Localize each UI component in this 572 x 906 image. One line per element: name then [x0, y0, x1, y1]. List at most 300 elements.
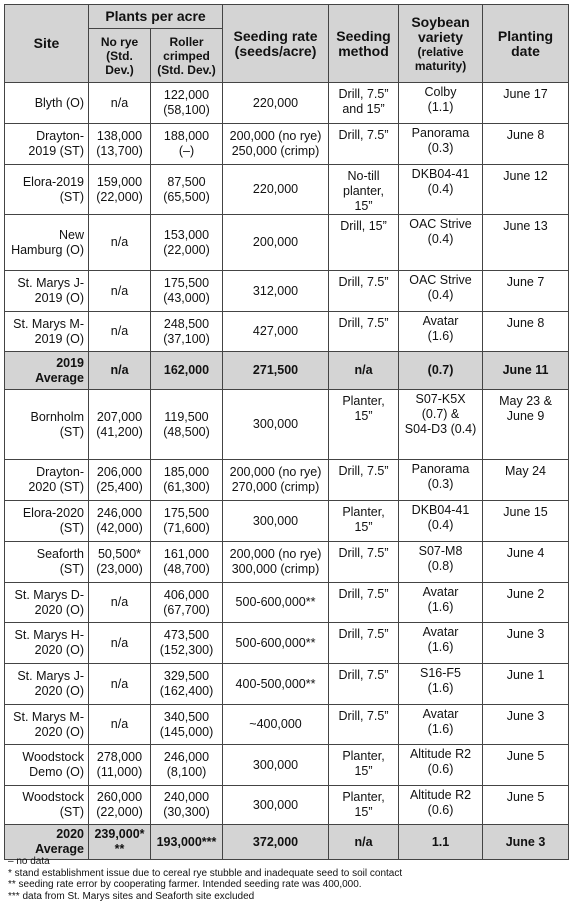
soybean-variety-cell [399, 786, 483, 825]
planting-date-cell [483, 501, 569, 542]
seeding-rate-cell-line: 200,000 [252, 235, 299, 249]
planting-date-cell [483, 583, 569, 623]
no-rye-cell [89, 215, 151, 271]
soybean-variety-cell-line: (1.6) [427, 600, 454, 614]
no-rye-cell-line: (41,200) [96, 424, 143, 439]
soybean-variety-cell-line: (0.8) [427, 559, 454, 573]
seeding-rate-cell [223, 501, 329, 542]
roller-crimped-cell-line: 406,000 [163, 587, 210, 602]
site-cell-line: Elora-2019 (ST) [22, 174, 84, 204]
roller-crimped-cell [151, 542, 223, 583]
seeding-rate-cell [223, 390, 329, 460]
no-rye-cell-line: (25,400) [96, 480, 143, 494]
seeding-rate-header: Seeding rate (seeds/acre) [223, 5, 329, 83]
seeding-method-cell-line: Drill, 7.5” [338, 627, 389, 641]
seeding-rate-cell-line: ~400,000 [249, 717, 302, 731]
roller-crimped-cell-line: 248,500 [163, 316, 210, 331]
no-rye-cell-line: 159,000 [96, 174, 143, 189]
no-rye-cell-line: 278,000 [96, 750, 143, 764]
seeding-rate-cell-line: 200,000 (no rye) [229, 465, 322, 479]
table-row [5, 312, 569, 352]
soybean-variety-cell-line: Avatar [422, 314, 459, 328]
roller-crimped-cell-line: (37,100) [163, 331, 210, 346]
roller-crimped-cell-line: (152,300) [159, 643, 214, 657]
soybean-variety-cell [399, 271, 483, 312]
seeding-method-cell [329, 705, 399, 745]
site-cell [5, 825, 89, 860]
footnote: ** seeding rate error by cooperating farmer. Intended seeding rate was 400,000. [8, 879, 362, 890]
planting-date-cell [483, 825, 569, 860]
no-rye-cell [89, 124, 151, 165]
seeding-rate-cell-line: 200,000 (no rye) [229, 547, 322, 561]
plants-per-acre-header: Plants per acre [89, 5, 223, 29]
table-row [5, 215, 569, 271]
no-rye-cell-line: n/a [110, 324, 129, 338]
seeding-method-cell [329, 623, 399, 664]
table-row [5, 705, 569, 745]
roller-crimped-cell [151, 745, 223, 786]
roller-crimped-cell-line: 329,500 [163, 669, 210, 683]
soybean-variety-cell [399, 583, 483, 623]
soybean-variety-cell-line: Altitude R2 [409, 747, 472, 761]
site-cell-line: 2019 Average [35, 355, 84, 385]
roller-crimped-cell-line: (58,100) [163, 103, 210, 117]
relative-maturity-label: (relative maturity) [414, 44, 467, 73]
seeding-rate-cell [223, 215, 329, 271]
soybean-variety-cell-line: (0.4) [427, 182, 454, 196]
seeding-rate-cell [223, 124, 329, 165]
roller-crimped-cell [151, 583, 223, 623]
roller-crimped-cell-line: 161,000 [163, 547, 210, 561]
site-cell-line: St. Marys M-2020 (O) [13, 709, 84, 739]
seeding-rate-cell-line: 200,000 (no rye) [229, 129, 322, 143]
no-rye-cell-line: n/a [110, 235, 129, 249]
seeding-rate-cell [223, 542, 329, 583]
soybean-variety-cell [399, 460, 483, 501]
planting-date-cell [483, 165, 569, 215]
soybean-variety-cell-line: (0.4) [427, 232, 454, 246]
planting-date-cell-line: June 3 [506, 709, 545, 723]
footnotes [8, 856, 568, 902]
planting-date-cell [483, 745, 569, 786]
no-rye-cell [89, 165, 151, 215]
soybean-variety-cell-line: (1.6) [427, 329, 454, 343]
no-rye-cell-line: n/a [110, 717, 129, 731]
seeding-rate-cell-line: 427,000 [252, 324, 299, 338]
seeding-rate-cell-line: 271,500 [252, 363, 299, 377]
seeding-rate-cell-line: 300,000 [252, 513, 299, 528]
table-row [5, 390, 569, 460]
roller-crimped-cell-line: (162,400) [159, 684, 214, 698]
seeding-method-cell-line: Drill, 7.5” [338, 709, 389, 723]
soybean-variety-cell-line: (0.6) [427, 803, 454, 817]
site-cell [5, 271, 89, 312]
footnote: * stand establishment issue due to cereal rye stubble and inadequate seed to soil contact [8, 867, 403, 879]
seeding-rate-cell [223, 825, 329, 860]
roller-crimped-cell [151, 825, 223, 860]
table-row [5, 583, 569, 623]
planting-date-cell [483, 460, 569, 501]
seeding-rate-cell [223, 271, 329, 312]
seeding-method-cell [329, 165, 399, 215]
seeding-rate-cell-line: 220,000 [252, 182, 299, 196]
roller-crimped-cell-line: 175,500 [163, 506, 210, 520]
seeding-rate-cell [223, 623, 329, 664]
site-cell-line: St. Marys H- 2020 (O) [14, 628, 84, 657]
site-cell [5, 623, 89, 664]
site-cell [5, 664, 89, 705]
seeding-rate-cell [223, 664, 329, 705]
seeding-method-cell [329, 786, 399, 825]
seeding-method-cell-line: Drill, 7.5” [338, 546, 389, 560]
no-rye-cell-line: 239,000* [94, 827, 145, 841]
roller-crimped-cell-line: 185,000 [163, 465, 210, 479]
site-cell [5, 352, 89, 390]
soybean-variety-cell-line: Panorama [411, 462, 470, 476]
seeding-method-cell-line: Drill, 7.5” and 15” [338, 87, 389, 116]
planting-date-cell-line: June 17 [503, 87, 548, 101]
planting-date-cell [483, 124, 569, 165]
roller-crimped-cell-line: (61,300) [163, 480, 210, 494]
roller-crimped-cell-line: 122,000 [163, 88, 210, 102]
site-cell-line: Seaforth (ST) [36, 547, 84, 576]
roller-crimped-cell [151, 83, 223, 124]
seeding-rate-cell-line: 220,000 [252, 95, 299, 110]
planting-date-cell-line: June 8 [506, 128, 545, 142]
site-cell-line: St. Marys J-2020 (O) [17, 669, 84, 698]
no-rye-cell-line: n/a [110, 363, 129, 377]
roller-crimped-cell-line: 340,500 [163, 709, 210, 724]
site-cell-line: Drayton-2019 (ST) [28, 129, 84, 158]
site-cell [5, 460, 89, 501]
table-row [5, 786, 569, 825]
planting-date-cell [483, 312, 569, 352]
roller-crimped-cell-line: 246,000 [163, 750, 210, 764]
soybean-variety-header [399, 5, 483, 83]
planting-date-cell [483, 623, 569, 664]
planting-date-cell-line: June 3 [505, 834, 546, 849]
soybean-variety-cell-line: (0.4) [427, 288, 454, 302]
soybean-variety-cell-line: (1.6) [427, 640, 454, 654]
roller-crimped-cell-line: (43,000) [163, 291, 210, 305]
site-cell [5, 312, 89, 352]
seeding-method-cell [329, 83, 399, 124]
site-cell-line: St. Marys J-2019 (O) [17, 276, 84, 305]
table-row [5, 745, 569, 786]
planting-date-cell-line: June 13 [503, 219, 548, 233]
no-rye-cell-line: 246,000 [96, 506, 143, 520]
site-cell [5, 165, 89, 215]
no-rye-cell [89, 705, 151, 745]
no-rye-cell [89, 664, 151, 705]
no-rye-cell [89, 583, 151, 623]
roller-crimped-cell-line: 87,500 [167, 174, 206, 189]
seeding-rate-cell-line: 400-500,000** [235, 676, 316, 691]
soybean-variety-cell-line: S16-F5 [420, 666, 462, 680]
seeding-method-cell-line: Drill, 7.5” [338, 668, 389, 682]
soybean-variety-cell [399, 745, 483, 786]
site-cell-line: Bornholm (ST) [30, 409, 84, 439]
seeding-method-cell-line: Planter, 15” [342, 394, 385, 423]
table-row [5, 501, 569, 542]
roller-crimped-header: Roller crimped (Std. Dev.) [151, 29, 223, 83]
roller-crimped-cell-line: (–) [178, 144, 195, 158]
site-cell [5, 501, 89, 542]
soybean-variety-cell-line: OAC Strive [409, 273, 472, 287]
planting-date-cell [483, 705, 569, 745]
roller-crimped-cell [151, 705, 223, 745]
seeding-rate-cell-line: 300,000 (crimp) [231, 562, 320, 576]
soybean-variety-cell-line: (1.6) [427, 722, 454, 736]
site-cell-line: Elora-2020 (ST) [22, 506, 84, 535]
soybean-planting-table [4, 4, 569, 860]
planting-date-cell-line: June 4 [506, 546, 545, 560]
no-rye-cell-line: 138,000 [96, 129, 143, 143]
table-row [5, 83, 569, 124]
seeding-method-cell [329, 825, 399, 860]
no-rye-cell-line: 207,000 [96, 409, 143, 424]
planting-date-cell-line: June 1 [506, 668, 545, 682]
seeding-rate-cell [223, 583, 329, 623]
no-rye-cell [89, 312, 151, 352]
no-rye-cell-line: 206,000 [96, 465, 143, 479]
soybean-variety-cell [399, 825, 483, 860]
roller-crimped-cell-line: (30,300) [163, 805, 210, 819]
site-cell-line: St. Marys M-2019 (O) [13, 316, 84, 346]
average-row [5, 825, 569, 860]
seeding-method-cell [329, 390, 399, 460]
roller-crimped-cell-line: (22,000) [163, 242, 210, 257]
soybean-variety-cell [399, 312, 483, 352]
no-rye-cell [89, 271, 151, 312]
seeding-method-cell [329, 352, 399, 390]
roller-crimped-cell-line: 188,000 [163, 129, 210, 143]
seeding-rate-cell-line: 300,000 [252, 797, 299, 812]
soybean-variety-cell [399, 623, 483, 664]
soybean-variety-cell-line: S07-K5X (0.7) & [415, 392, 466, 421]
seeding-rate-cell-line: 270,000 (crimp) [231, 480, 320, 494]
soybean-variety-cell-line: S07-M8 [418, 544, 463, 558]
site-cell-line: Blyth (O) [34, 95, 84, 110]
table-row [5, 165, 569, 215]
soybean-variety-cell-line: (0.7) [427, 363, 454, 377]
no-rye-cell-line: n/a [110, 283, 129, 298]
soybean-variety-cell [399, 83, 483, 124]
seeding-method-cell-line: Planter, 15” [342, 749, 385, 778]
no-rye-cell-line: (22,000) [96, 189, 143, 204]
seeding-method-cell-line: n/a [354, 834, 373, 849]
no-rye-cell [89, 352, 151, 390]
roller-crimped-cell-line: (65,500) [163, 189, 210, 204]
planting-date-cell-line: June 12 [503, 169, 548, 183]
seeding-rate-cell [223, 83, 329, 124]
average-row [5, 352, 569, 390]
roller-crimped-cell-line: 162,000 [163, 363, 210, 377]
soybean-variety-cell-line: Altitude R2 [409, 788, 472, 802]
roller-crimped-cell-line: 240,000 [163, 790, 210, 804]
roller-crimped-cell [151, 501, 223, 542]
planting-date-cell [483, 83, 569, 124]
seeding-rate-cell [223, 460, 329, 501]
footnote: – no data [8, 856, 50, 867]
planting-date-cell-line: June 8 [506, 316, 545, 330]
planting-date-cell-line: June 11 [502, 363, 549, 377]
soybean-variety-cell [399, 352, 483, 390]
seeding-method-cell [329, 124, 399, 165]
site-cell [5, 583, 89, 623]
seeding-method-cell [329, 271, 399, 312]
roller-crimped-cell-line: (48,700) [163, 562, 210, 576]
soybean-variety-cell-line: Avatar [422, 707, 459, 721]
roller-crimped-cell [151, 271, 223, 312]
no-rye-cell-line: n/a [110, 95, 129, 110]
seeding-rate-cell [223, 786, 329, 825]
seeding-method-cell [329, 460, 399, 501]
no-rye-cell-line: n/a [110, 676, 129, 691]
soybean-variety-label: Soybean variety [411, 13, 470, 45]
site-cell-line: 2020 Average [35, 827, 84, 856]
planting-date-cell [483, 786, 569, 825]
seeding-method-cell [329, 312, 399, 352]
seeding-rate-cell [223, 165, 329, 215]
soybean-variety-cell-line: Avatar [422, 625, 459, 639]
soybean-variety-cell [399, 165, 483, 215]
roller-crimped-cell [151, 623, 223, 664]
soybean-variety-cell [399, 542, 483, 583]
planting-date-cell-line: June 5 [506, 790, 545, 804]
no-rye-cell [89, 825, 151, 860]
planting-date-cell [483, 390, 569, 460]
site-cell [5, 215, 89, 271]
planting-date-header: Planting date [483, 5, 569, 83]
soybean-variety-cell-line: (1.6) [427, 681, 454, 695]
no-rye-cell-line: (23,000) [96, 562, 143, 576]
roller-crimped-cell [151, 786, 223, 825]
no-rye-cell [89, 786, 151, 825]
site-header: Site [5, 5, 89, 83]
seeding-rate-cell-line: 300,000 [252, 417, 299, 431]
seeding-method-cell-line: No-till planter, 15” [343, 169, 385, 213]
no-rye-cell [89, 460, 151, 501]
site-cell [5, 124, 89, 165]
soybean-variety-cell [399, 664, 483, 705]
no-rye-cell [89, 623, 151, 664]
seeding-method-cell-line: Drill, 7.5” [338, 316, 389, 330]
site-cell-line: Drayton-2020 (ST) [28, 465, 84, 494]
seeding-method-cell-line: n/a [354, 363, 373, 377]
table-row [5, 623, 569, 664]
seeding-method-cell [329, 583, 399, 623]
seeding-rate-cell-line: 500-600,000** [235, 595, 316, 609]
planting-date-cell [483, 542, 569, 583]
soybean-variety-cell-line: (0.4) [427, 518, 454, 532]
roller-crimped-cell [151, 390, 223, 460]
no-rye-cell [89, 745, 151, 786]
no-rye-cell-line: (22,000) [96, 805, 143, 819]
planting-date-cell-line: June 3 [506, 627, 545, 641]
no-rye-cell-line: 260,000 [96, 790, 143, 804]
site-cell [5, 705, 89, 745]
seeding-method-cell [329, 664, 399, 705]
roller-crimped-cell-line: (8,100) [166, 765, 207, 779]
soybean-variety-cell-line: S04-D3 (0.4) [404, 422, 477, 436]
planting-date-cell-line: May 23 & June 9 [499, 394, 552, 423]
seeding-rate-cell-line: 250,000 (crimp) [231, 144, 320, 158]
roller-crimped-cell-line: 193,000*** [156, 834, 217, 849]
roller-crimped-cell-line: (145,000) [159, 724, 214, 739]
roller-crimped-cell [151, 215, 223, 271]
seeding-method-cell [329, 501, 399, 542]
no-rye-cell [89, 542, 151, 583]
roller-crimped-cell-line: (67,700) [163, 602, 210, 617]
soybean-variety-cell-line: DKB04-41 [411, 167, 470, 181]
site-cell [5, 83, 89, 124]
seeding-method-cell-line: Drill, 15” [340, 219, 387, 233]
planting-date-cell-line: June 7 [506, 275, 545, 289]
planting-date-cell-line: June 5 [506, 749, 545, 763]
seeding-method-cell [329, 542, 399, 583]
no-rye-cell [89, 83, 151, 124]
soybean-variety-cell [399, 501, 483, 542]
seeding-method-cell [329, 745, 399, 786]
table-row [5, 124, 569, 165]
soybean-variety-cell-line: (0.3) [427, 477, 454, 491]
soybean-variety-cell-line: OAC Strive [409, 217, 472, 231]
seeding-rate-cell [223, 705, 329, 745]
soybean-variety-cell-line: Avatar [422, 585, 459, 599]
soybean-variety-cell-line: (1.1) [427, 100, 454, 114]
soybean-variety-cell [399, 390, 483, 460]
planting-date-cell [483, 352, 569, 390]
soybean-variety-cell [399, 215, 483, 271]
site-cell [5, 390, 89, 460]
soybean-variety-cell-line: Colby [424, 85, 457, 99]
seeding-rate-cell-line: 300,000 [252, 757, 299, 772]
roller-crimped-cell [151, 165, 223, 215]
soybean-variety-cell [399, 124, 483, 165]
table-row [5, 271, 569, 312]
table-row [5, 664, 569, 705]
seeding-rate-cell-line: 372,000 [252, 834, 299, 849]
seeding-rate-cell-line: 500-600,000** [235, 635, 316, 650]
roller-crimped-cell [151, 312, 223, 352]
site-cell [5, 542, 89, 583]
no-rye-cell-line: 50,500* [97, 547, 142, 561]
roller-crimped-cell-line: (48,500) [163, 424, 210, 439]
seeding-rate-cell [223, 352, 329, 390]
site-cell-line: Woodstock Demo (O) [22, 750, 84, 779]
seeding-method-cell-line: Drill, 7.5” [338, 128, 389, 142]
no-rye-cell-line: n/a [110, 635, 129, 650]
roller-crimped-cell [151, 460, 223, 501]
roller-crimped-cell-line: (71,600) [163, 521, 210, 535]
seeding-method-cell-line: Drill, 7.5” [338, 275, 389, 289]
site-cell-line: New Hamburg (O) [11, 227, 84, 257]
seeding-rate-cell-line: 312,000 [252, 283, 299, 298]
planting-date-cell-line: May 24 [505, 464, 547, 478]
seeding-rate-cell [223, 745, 329, 786]
roller-crimped-cell-line: 153,000 [163, 227, 210, 242]
table-row [5, 542, 569, 583]
roller-crimped-cell [151, 352, 223, 390]
roller-crimped-cell-line: 473,500 [163, 628, 210, 642]
site-cell [5, 786, 89, 825]
planting-date-cell [483, 271, 569, 312]
seeding-rate-cell [223, 312, 329, 352]
no-rye-cell [89, 390, 151, 460]
table-row [5, 460, 569, 501]
site-cell-line: Woodstock (ST) [22, 790, 84, 819]
